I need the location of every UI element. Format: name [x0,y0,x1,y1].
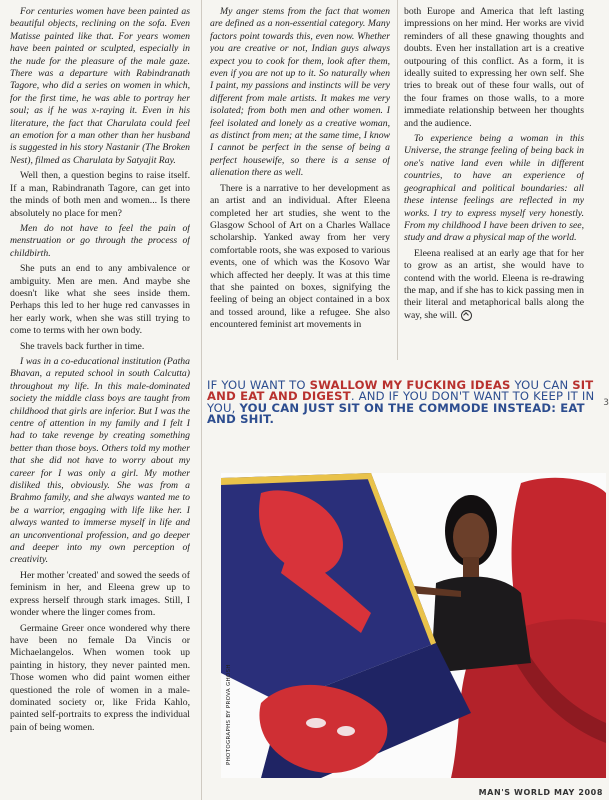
pull-quote-highlight: SWALLOW MY FUCKING IDEAS [309,378,511,392]
page-folio: MAN'S WORLD MAY 2008 [478,788,603,797]
text-column-3 [404,6,584,358]
column-rule-1 [201,0,202,800]
paragraph: My anger stems from the fact that women are defined as a non-essential category. Many factors point towards this, even now. Whether you are creative or not, Indian guys always expect you to cook for them, look after them, even if you are not up to it. So naturally when I paint, my passions and instincts will be very different from male artists. It makes me very isolated; from both men and other women. I feel isolated and lonely as a creative woman, as distinct from men; at the same time, I know I cannot be perfect in the sense of being a perfect housewife, so there is a sense of alienation there as well. [210,6,390,179]
paragraph: both Europe and America that left lasting impressions on her mind. Her works are vivid reminders of all these gnawing thoughts and doubts. Even her installation art is a creative outpouring of this conflict. As a form, it is ideally suited to expressing her own self. She tries to break out of these four walls, out of the four frames on those walls, to a more immediate relationship between her thoughts and the audience. [404,6,584,129]
text-column-2 [210,6,390,356]
paragraph: I was in a co-educational institution (Patha Bhavan, a reputed school in south Calcutta) throughout my life. In this male-dominated society the middle class boys are taught from childhood that girls are inferior. But I was the centre of attention in my family and I felt I had to take revenge by creating something better than those boys. Others told my mother that she did not have to worry about my career for I was only a girl. My mother disliked this, obviously. She was from a Brahmo family, and she always wanted me to be a warrior, engaging with life like her. I always wanted to immerse myself in life and an unconventional profession, and go deeper and deeper into my own perception of creativity. [10,355,190,566]
artist-with-painted-box-illustration [221,473,606,778]
end-of-article-icon [461,310,472,321]
photo-credit: PHOTOGRAPHS BY PROVA GHOSH [226,664,232,765]
paragraph: There is a narrative to her development as an artist and an individual. After Eleena completed her art studies, she went to the Glasgow School of Art on a Charles Wallace scholarship. Yanked away from her very comfortable roots, she was exposed to various events, one of which was the Kosovo War which affected her deeply. It was at this time that she painted on boxes, signifying the feeling of being an object contained in a box and tossed around, like a refugee. She also encountered feminist art movements in [210,182,390,331]
column-rule-2 [397,0,398,360]
pull-quote-highlight: SIT AND EAT AND DIGEST [207,378,594,404]
paragraph: To experience being a woman in this Universe, the strange feeling of being back in one's native land even while in different countries, to have an experience of geographical and political boundaries: all these intense feelings are reflected in my works. I try to express myself very honestly. From my childhood I have been driven to see, study and draw a physical map of the world. [404,133,584,244]
paragraph: She puts an end to any ambivalence or ambiguity. Men are men. And maybe she doesn't like what she sees inside them. Perhaps this led to her huge red canvasses in her early work, when she was still trying to come to terms with her own body. [10,263,190,337]
paragraph: Eleena realised at an early age that for her to grow as an artist, she would have to contend with the world. Eleena is re-drawing the map, and if she has to kick passing men in their literal and metaphorical balls along the way, she will. [404,247,584,321]
paragraph: Well then, a question begins to raise itself. If a man, Rabindranath Tagore, can get into the minds of both men and women... Is there absolutely no place for men? [10,170,190,219]
paragraph: Men do not have to feel the pain of menstruation or go through the process of childbirth. [10,222,190,259]
text-column-1 [10,6,190,736]
paragraph: She travels back further in time. [20,340,145,352]
pull-quote-part: IF YOU WANT TO [207,378,310,392]
pull-quote-bold: YOU CAN JUST SIT ON THE COMMODE INSTEAD: EAT AND SHIT. [207,400,585,427]
paragraph: Her mother 'created' and sowed the seeds of feminism in her, and Eleena grew up to express herself through stark images. Still, I wonder where the linger comes from. [10,569,190,619]
artist-photo [221,473,606,778]
paragraph: Germaine Greer once wondered why there have been no female Da Vincis or Michaelangelos. When women took up painting in history, they never painted men. Those women who did paint women either questioned the role of women in a male-dominated society or, like Frida Kahlo, painted self-portraits to express the individual pain of being women. [10,622,190,733]
edge-mark: 3 [603,398,609,408]
pull-quote-part: YOU CAN [510,378,573,392]
pull-quote-part: . AND IF YOU DON'T WANT TO KEEP IT IN YOU, [207,389,595,415]
paragraph: For centuries women have been painted as beautiful objects, reclining on the sofa. Even Matisse painted like that. For years women have been painted or sculpted, especially in the nude for the pleasure of the male gaze. There was a departure with Rabindranath Tagore, who did a series on women in which, for the first time, he was able to portray her soul; as if he was x-raying it. Even in his literature, the fact that Charulata could feel an emotion for a man other than her husband is suggested in his story Nastanir (The Broken Nest), filmed as Charulata by Satyajit Ray. [10,6,190,166]
pull-quote [207,380,602,426]
